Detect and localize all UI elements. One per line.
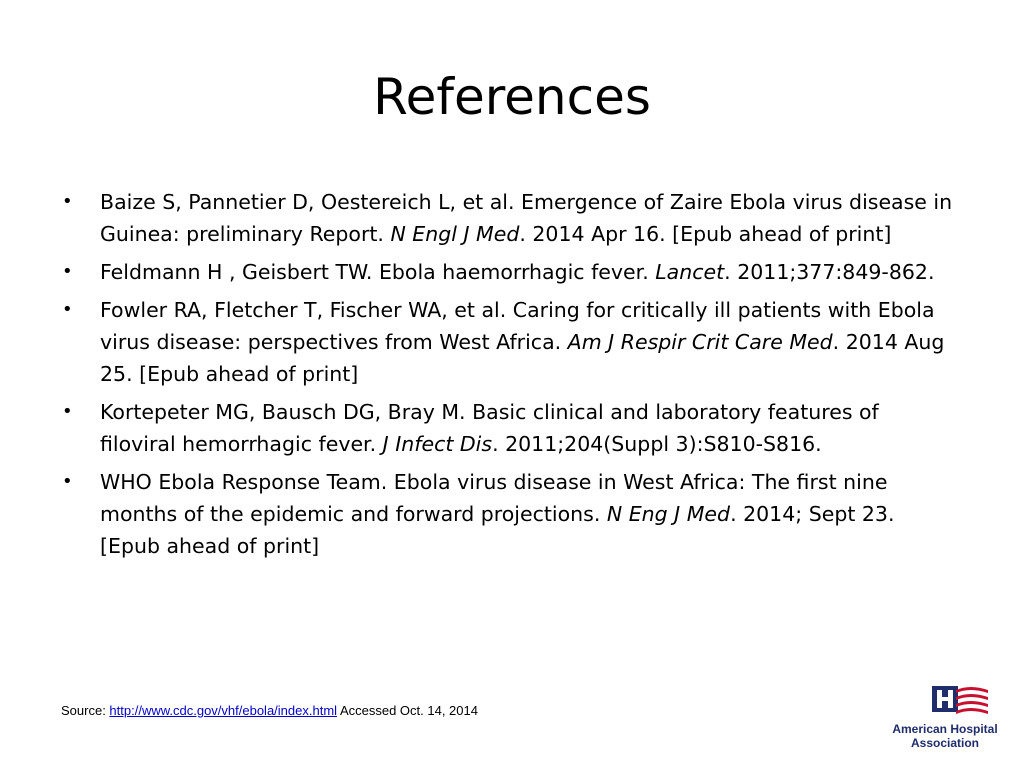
source-line	[61, 702, 478, 720]
reference-item	[60, 294, 960, 390]
journal-name: N Engl J Med	[390, 222, 520, 246]
reference-segment: Fowler RA, Fletcher T, Fischer WA, et al. Caring for critically ill patients with Ebola virus disease: perspectives from West Africa.	[100, 298, 935, 354]
aha-logo	[880, 682, 1010, 754]
reference-segment: . 2014 Aug 25. [Epub ahead of print]	[100, 330, 945, 386]
reference-item	[60, 256, 960, 288]
bullet-icon: •	[62, 191, 73, 212]
aha-logo-text	[880, 722, 1010, 750]
bullet-icon: •	[62, 299, 73, 320]
journal-name: Lancet	[655, 260, 725, 284]
aha-logo-line2: Association	[910, 736, 979, 750]
reference-segment: WHO Ebola Response Team. Ebola virus disease in West Africa: The first nine months of the epidemic and forward projections.	[100, 470, 888, 526]
reference-segment: . 2011;377:849-862.	[724, 260, 935, 284]
reference-item	[60, 186, 960, 250]
slide-title: References	[373, 68, 651, 126]
journal-name: Am J Respir Crit Care Med	[567, 330, 833, 354]
reference-segment: Feldmann H , Geisbert TW. Ebola haemorrhagic fever.	[100, 260, 656, 284]
source-prefix: Source:	[61, 703, 110, 718]
reference-segment: . 2014 Apr 16. [Epub ahead of print]	[519, 222, 892, 246]
journal-name: N Eng J Med	[606, 502, 731, 526]
reference-text	[100, 190, 952, 246]
reference-text	[100, 298, 944, 386]
aha-logo-line1: American Hospital	[892, 722, 998, 736]
reference-item	[60, 466, 960, 562]
journal-name: J Infect Dis	[382, 432, 493, 456]
reference-text	[100, 260, 934, 284]
bullet-icon: •	[62, 401, 73, 422]
reference-segment: . 2014; Sept 23. [Epub ahead of print]	[100, 502, 895, 558]
bullet-icon: •	[62, 471, 73, 492]
reference-item	[60, 396, 960, 460]
bullet-icon: •	[62, 261, 73, 282]
reference-segment: Baize S, Pannetier D, Oestereich L, et al. Emergence of Zaire Ebola virus disease in Guinea: preliminary Report.	[100, 190, 953, 246]
source-accessed: Accessed Oct. 14, 2014	[337, 703, 478, 718]
reference-segment: . 2011;204(Suppl 3):S810-S816.	[492, 432, 822, 456]
reference-text	[100, 470, 894, 558]
reference-segment: Kortepeter MG, Bausch DG, Bray M. Basic clinical and laboratory features of filoviral hemorrhagic fever.	[100, 400, 879, 456]
source-link[interactable]: http://www.cdc.gov/vhf/ebola/index.html	[109, 703, 338, 718]
reference-list	[60, 186, 960, 568]
reference-text	[100, 400, 879, 456]
aha-logo-icon	[930, 684, 990, 720]
